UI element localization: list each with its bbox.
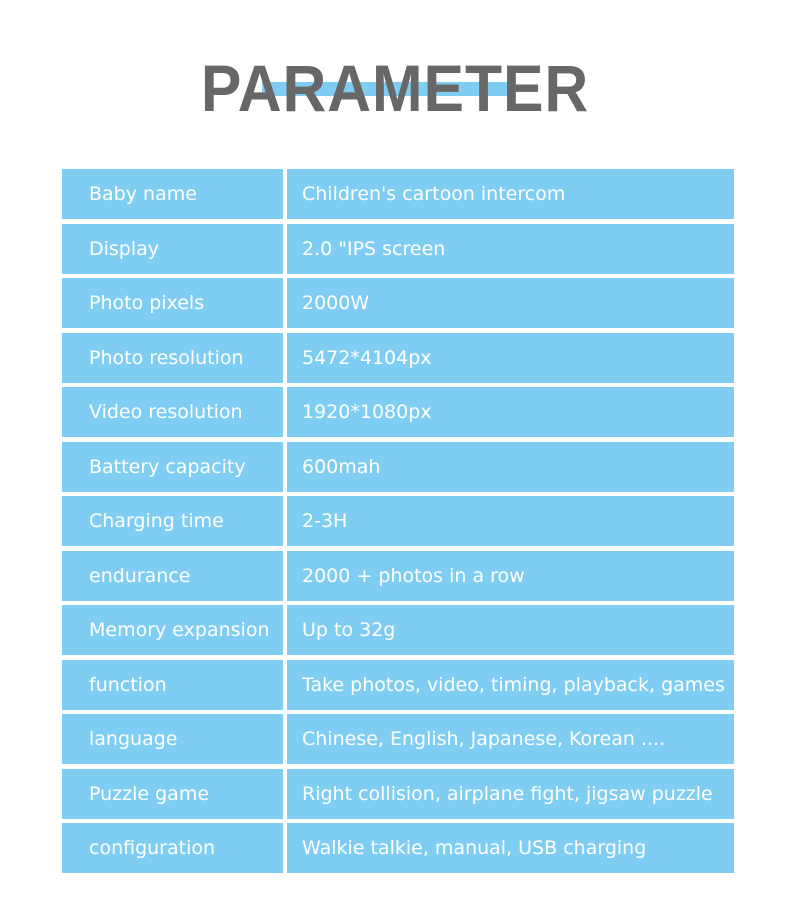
- row-value: Walkie talkie, manual, USB charging: [287, 823, 734, 873]
- table-row: [62, 714, 734, 764]
- row-label: configuration: [62, 823, 283, 873]
- row-label: Baby name: [62, 169, 283, 219]
- row-label: Memory expansion: [62, 605, 283, 655]
- row-label: endurance: [62, 551, 283, 601]
- row-value: Chinese, English, Japanese, Korean ....: [287, 714, 734, 764]
- table-row: [62, 387, 734, 437]
- row-value: Take photos, video, timing, playback, games: [287, 660, 734, 710]
- row-value: 2-3H: [287, 496, 734, 546]
- row-label: Puzzle game: [62, 769, 283, 819]
- row-value: 2.0 "IPS screen: [287, 224, 734, 274]
- table-row: [62, 278, 734, 328]
- row-label: language: [62, 714, 283, 764]
- row-value: 5472*4104px: [287, 333, 734, 383]
- row-value: Children's cartoon intercom: [287, 169, 734, 219]
- row-value: 1920*1080px: [287, 387, 734, 437]
- table-row: [62, 224, 734, 274]
- row-label: Charging time: [62, 496, 283, 546]
- table-row: [62, 442, 734, 492]
- table-row: [62, 551, 734, 601]
- row-label: Battery capacity: [62, 442, 283, 492]
- table-row: [62, 333, 734, 383]
- table-row: [62, 660, 734, 710]
- row-value: 2000 + photos in a row: [287, 551, 734, 601]
- table-row: [62, 769, 734, 819]
- row-label: Photo pixels: [62, 278, 283, 328]
- row-value: 600mah: [287, 442, 734, 492]
- row-value: 2000W: [287, 278, 734, 328]
- table-row: [62, 496, 734, 546]
- row-value: Up to 32g: [287, 605, 734, 655]
- row-label: Video resolution: [62, 387, 283, 437]
- row-value: Right collision, airplane fight, jigsaw puzzle: [287, 769, 734, 819]
- parameter-table: [62, 169, 734, 878]
- row-label: Photo resolution: [62, 333, 283, 383]
- page-title: PARAMETER: [200, 51, 590, 125]
- table-row: [62, 605, 734, 655]
- title-area: [0, 52, 790, 124]
- table-row: [62, 823, 734, 873]
- row-label: Display: [62, 224, 283, 274]
- row-label: function: [62, 660, 283, 710]
- table-row: [62, 169, 734, 219]
